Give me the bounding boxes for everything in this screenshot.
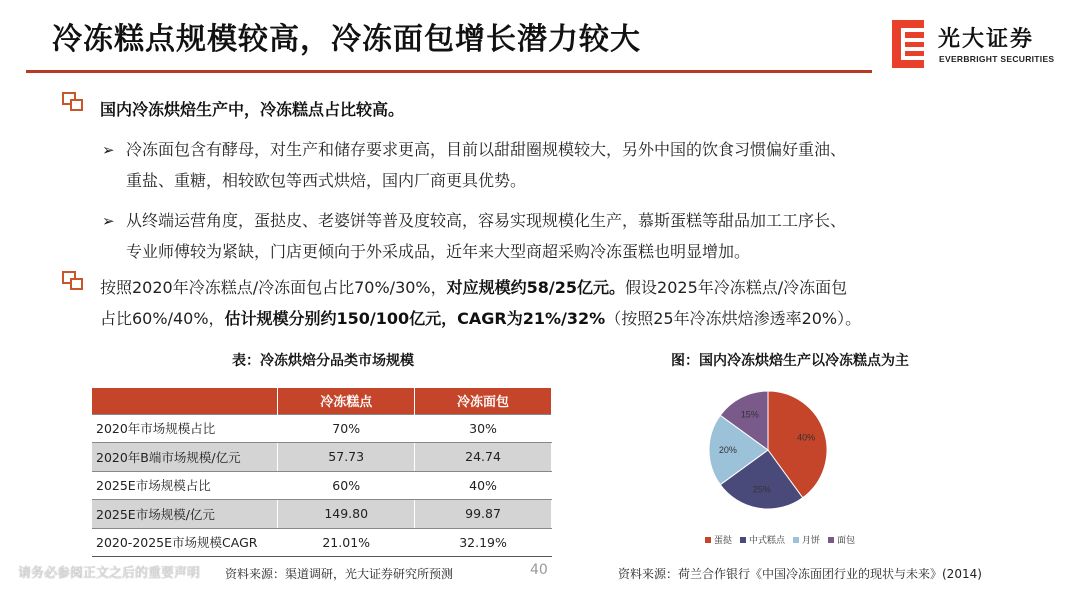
section2-line1-b: 对应规模约58/25亿元。 [446,278,626,297]
table-cell: 24.74 [415,443,552,472]
pie-slice-label: 20% [718,445,737,455]
legend-item [705,533,732,546]
chart-title: 图：国内冷冻烘焙生产以冷冻糕点为主 [671,353,909,369]
table-cell: 40% [415,471,552,500]
legend-item [793,533,820,546]
legend-item [740,533,785,546]
table-header-row [92,388,552,414]
bullet1-line1: 冷冻面包含有酵母，对生产和储存要求更高，目前以甜甜圈规模较大，另外中国的饮食习惯偏好重油、 [126,140,847,159]
legend-swatch [828,537,834,543]
table-cell: 21.01% [278,528,415,557]
disclaimer-text: 请务必参阅正文之后的重要声明 [18,566,201,581]
table-header-cell: 冷冻面包 [415,388,552,414]
table-cell: 60% [278,471,415,500]
table-cell: 70% [278,414,415,443]
everbright-logo-mark-icon [892,20,924,68]
section-bullet-icon [62,92,84,112]
table-row [92,528,552,557]
section2-line1-a: 按照2020年冷冻糕点/冷冻面包占比70%/30%， [100,278,447,297]
table-cell: 2020年市场规模占比 [92,414,278,443]
section2-line1 [100,272,847,303]
table-cell: 2025E市场规模/亿元 [92,500,278,529]
legend-swatch [793,537,799,543]
section2-line2-a: 占比60%/40%， [100,309,225,328]
bullet2-line1: 从终端运营角度，蛋挞皮、老婆饼等普及度较高，容易实现规模化生产，慕斯蛋糕等甜品加工工序长、 [126,211,847,230]
legend-label: 中式糕点 [748,536,785,546]
table-row [92,443,552,472]
table-cell: 2020-2025E市场规模CAGR [92,528,278,557]
legend-swatch [740,537,746,543]
section1-heading: 国内冷冻烘焙生产中，冷冻糕点占比较高。 [100,100,405,119]
bullet2-line2: 专业师傅较为紧缺，门店更倾向于外采成品，近年来大型商超采购冷冻蛋糕也明显增加。 [126,242,751,261]
section2-line1-c: 假设2025年冷冻糕点/冷冻面包 [625,278,848,297]
bullet1-line2: 重盐、重糖，相较欧包等西式烘焙，国内厂商更具优势。 [126,171,527,190]
legend-label: 蛋挞 [713,536,732,546]
table-cell: 32.19% [415,528,552,557]
table-cell: 2020年B端市场规模/亿元 [92,443,278,472]
table-header-cell [92,388,278,414]
page-title: 冷冻糕点规模较高，冷冻面包增长潜力较大 [52,22,641,57]
section2-line2-b: 估计规模分别约150/100亿元，CAGR为21%/32% [224,309,606,328]
legend-swatch [705,537,711,543]
market-size-table [92,388,552,557]
legend-label: 面包 [837,536,856,546]
pie-slice-label: 25% [752,484,771,495]
table-cell: 2025E市场规模占比 [92,471,278,500]
section2-line2-c: （按照25年冷冻烘焙渗透率20%）。 [605,309,862,328]
chart-source: 资料来源：荷兰合作银行《中国冷冻面团行业的现状与未来》(2014) [618,567,982,581]
table-row [92,471,552,500]
table-header-cell: 冷冻糕点 [278,388,415,414]
pie-slice-label: 15% [740,409,759,420]
everbright-logo [892,20,1062,70]
table-row [92,414,552,443]
arrow-bullet-icon: ➢ [102,212,115,230]
table-source: 资料来源：渠道调研，光大证券研究所预测 [225,567,454,581]
logo-text-cn: 光大证券 [938,27,1035,52]
logo-text-en: EVERBRIGHT SECURITIES [939,54,1055,64]
title-divider [26,70,872,73]
pie-chart [690,380,870,520]
table-cell: 57.73 [278,443,415,472]
section-bullet-icon [62,271,84,291]
legend-item [828,533,855,546]
page-number: 40 [530,562,548,578]
table-cell: 30% [415,414,552,443]
table-cell: 149.80 [278,500,415,529]
table-title: 表：冷冻烘焙分品类市场规模 [232,353,414,369]
chart-legend [690,533,870,546]
legend-label: 月饼 [802,536,821,546]
table-row [92,500,552,529]
section2-line2 [100,303,861,334]
table-cell: 99.87 [415,500,552,529]
pie-slice-label: 40% [797,432,816,443]
arrow-bullet-icon: ➢ [102,141,115,159]
